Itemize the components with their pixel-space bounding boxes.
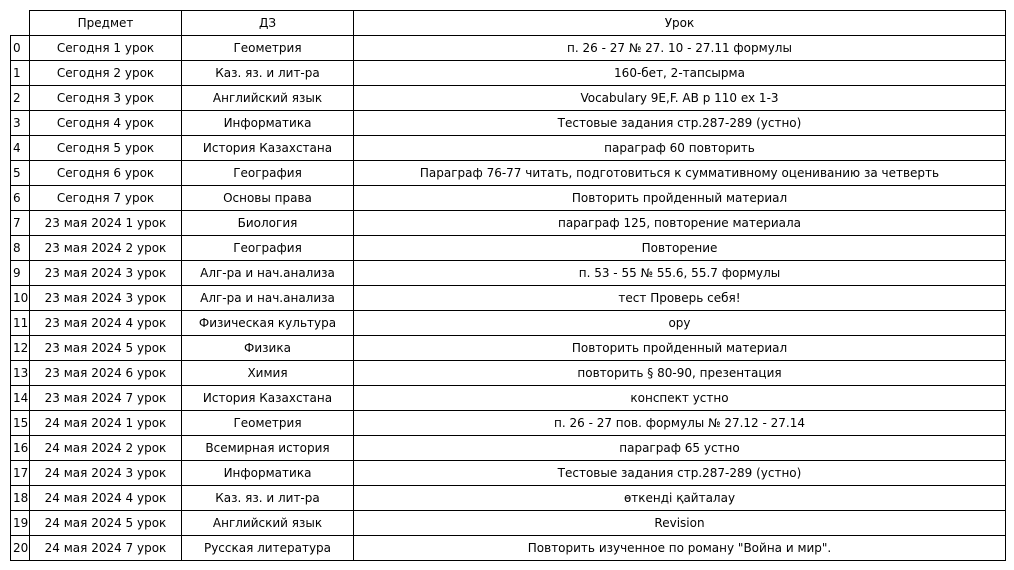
row-index: 19 [11,511,30,536]
row-index: 9 [11,261,30,286]
subject-cell: Сегодня 6 урок [30,161,182,186]
subject-cell: 24 мая 2024 5 урок [30,511,182,536]
homework-cell: Физическая культура [182,311,354,336]
row-index: 15 [11,411,30,436]
lesson-cell: Тестовые задания стр.287-289 (устно) [354,461,1006,486]
table-row [11,111,1006,136]
homework-cell: Информатика [182,461,354,486]
lesson-cell: Параграф 76-77 читать, подготовиться к суммативному оцениванию за четверть [354,161,1006,186]
subject-cell: 23 мая 2024 2 урок [30,236,182,261]
subject-cell: 23 мая 2024 7 урок [30,386,182,411]
column-header-subject: Предмет [30,11,182,36]
homework-cell: Каз. яз. и лит-ра [182,61,354,86]
table-row [11,336,1006,361]
subject-cell: Сегодня 2 урок [30,61,182,86]
lesson-cell: Тестовые задания стр.287-289 (устно) [354,111,1006,136]
table-row [11,236,1006,261]
subject-cell: Сегодня 7 урок [30,186,182,211]
homework-cell: История Казахстана [182,386,354,411]
table-row [11,311,1006,336]
row-index: 16 [11,436,30,461]
subject-cell: Сегодня 3 урок [30,86,182,111]
subject-cell: 23 мая 2024 4 урок [30,311,182,336]
homework-cell: Всемирная история [182,436,354,461]
homework-cell: Английский язык [182,511,354,536]
lesson-cell: п. 53 - 55 № 55.6, 55.7 формулы [354,261,1006,286]
lesson-cell: 160-бет, 2-тапсырма [354,61,1006,86]
table-row [11,261,1006,286]
homework-table [10,10,1006,561]
row-index: 3 [11,111,30,136]
homework-cell: Русская литература [182,536,354,561]
row-index: 13 [11,361,30,386]
header-row [11,11,1006,36]
homework-cell: География [182,161,354,186]
homework-cell: Биология [182,211,354,236]
subject-cell: 23 мая 2024 5 урок [30,336,182,361]
row-index: 17 [11,461,30,486]
table-row [11,61,1006,86]
lesson-cell: п. 26 - 27 пов. формулы № 27.12 - 27.14 [354,411,1006,436]
homework-cell: Физика [182,336,354,361]
table-row [11,486,1006,511]
subject-cell: 23 мая 2024 3 урок [30,286,182,311]
subject-cell: Сегодня 5 урок [30,136,182,161]
lesson-cell: Повторение [354,236,1006,261]
lesson-cell: тест Проверь себя! [354,286,1006,311]
lesson-cell: параграф 60 повторить [354,136,1006,161]
index-header [11,11,30,36]
lesson-cell: Vocabulary 9E,F. AB p 110 ex 1-3 [354,86,1006,111]
homework-cell: Химия [182,361,354,386]
lesson-cell: параграф 65 устно [354,436,1006,461]
lesson-cell: п. 26 - 27 № 27. 10 - 27.11 формулы [354,36,1006,61]
lesson-cell: Повторить изученное по роману "Война и мир". [354,536,1006,561]
subject-cell: 24 мая 2024 4 урок [30,486,182,511]
table-row [11,136,1006,161]
lesson-cell: параграф 125, повторение материала [354,211,1006,236]
table-row [11,461,1006,486]
lesson-cell: Повторить пройденный материал [354,336,1006,361]
row-index: 12 [11,336,30,361]
table-row [11,36,1006,61]
table-row [11,161,1006,186]
homework-cell: Английский язык [182,86,354,111]
subject-cell: Сегодня 1 урок [30,36,182,61]
lesson-cell: конспект устно [354,386,1006,411]
column-header-lesson: Урок [354,11,1006,36]
homework-cell: Каз. яз. и лит-ра [182,486,354,511]
table-row [11,411,1006,436]
homework-cell: Алг-ра и нач.анализа [182,286,354,311]
row-index: 7 [11,211,30,236]
homework-cell: Геометрия [182,411,354,436]
row-index: 0 [11,36,30,61]
table-row [11,511,1006,536]
subject-cell: 24 мая 2024 7 урок [30,536,182,561]
table-row [11,386,1006,411]
lesson-cell: Повторить пройденный материал [354,186,1006,211]
row-index: 1 [11,61,30,86]
row-index: 2 [11,86,30,111]
lesson-cell: Revision [354,511,1006,536]
lesson-cell: повторить § 80-90, презентация [354,361,1006,386]
homework-cell: География [182,236,354,261]
column-header-homework: ДЗ [182,11,354,36]
subject-cell: 23 мая 2024 6 урок [30,361,182,386]
table-row [11,436,1006,461]
row-index: 11 [11,311,30,336]
subject-cell: 24 мая 2024 2 урок [30,436,182,461]
table-row [11,86,1006,111]
row-index: 18 [11,486,30,511]
homework-cell: Алг-ра и нач.анализа [182,261,354,286]
lesson-cell: өткенді қайталау [354,486,1006,511]
row-index: 6 [11,186,30,211]
row-index: 4 [11,136,30,161]
subject-cell: Сегодня 4 урок [30,111,182,136]
row-index: 10 [11,286,30,311]
table-header [11,11,1006,36]
row-index: 8 [11,236,30,261]
table-row [11,361,1006,386]
subject-cell: 23 мая 2024 3 урок [30,261,182,286]
row-index: 5 [11,161,30,186]
subject-cell: 24 мая 2024 1 урок [30,411,182,436]
homework-cell: Информатика [182,111,354,136]
homework-cell: Геометрия [182,36,354,61]
row-index: 20 [11,536,30,561]
table-row [11,186,1006,211]
homework-cell: Основы права [182,186,354,211]
table-row [11,536,1006,561]
subject-cell: 23 мая 2024 1 урок [30,211,182,236]
lesson-cell: ору [354,311,1006,336]
homework-cell: История Казахстана [182,136,354,161]
table-body [11,36,1006,561]
table-row [11,286,1006,311]
row-index: 14 [11,386,30,411]
subject-cell: 24 мая 2024 3 урок [30,461,182,486]
table-row [11,211,1006,236]
